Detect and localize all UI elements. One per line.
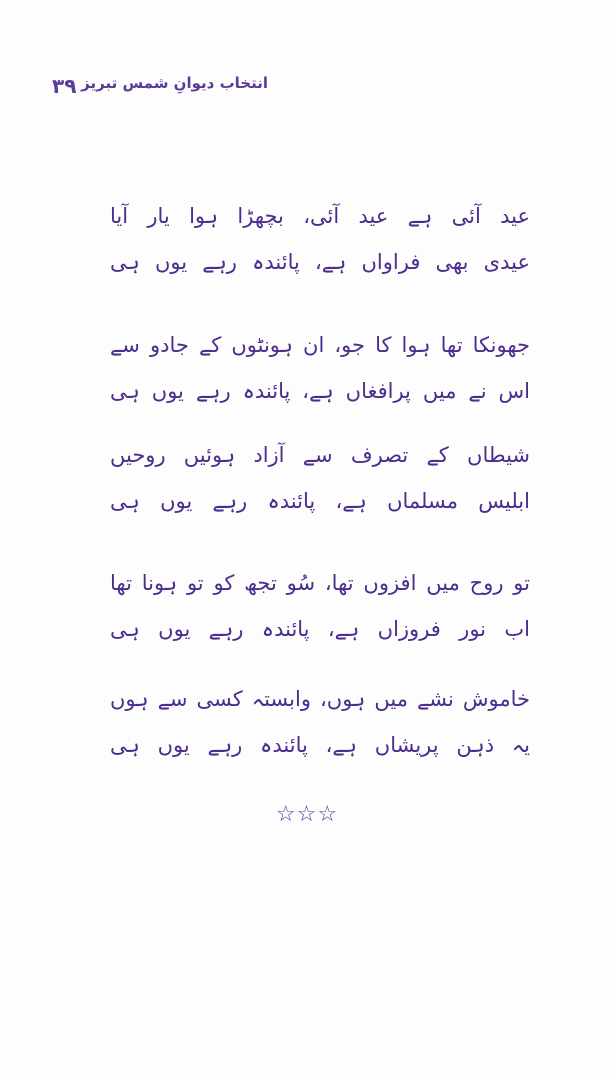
verse-line: جھونکا تھا ہوا کا جو، ان ہونٹوں کے جادو سے (110, 333, 530, 357)
stanza-3 (110, 432, 530, 524)
stanza-5 (110, 676, 530, 768)
page-header (48, 74, 268, 104)
page-number: ۳۹ (52, 74, 77, 98)
verse-line: تو روح میں افزوں تھا، سُو تجھ کو تو ہونا تھا (110, 571, 530, 595)
end-stars-ornament: ☆☆☆ (275, 802, 339, 827)
running-title: انتخاب دیوانِ شمس تبریز (81, 74, 268, 92)
stanza-2 (110, 322, 530, 414)
verse-line: شیطاں کے تصرف سے آزاد ہوئیں روحیں (110, 443, 530, 467)
verse-line: ابلیس مسلماں ہے، پائندہ رہے یوں ہی (110, 489, 530, 513)
stanza-4 (110, 560, 530, 652)
verse-line: عیدی بھی فراواں ہے، پائندہ رہے یوں ہی (110, 250, 530, 274)
verse-line: عید آئی ہے عید آئی، بچھڑا ہوا یار آیا (110, 204, 530, 228)
verse-line: خاموش نشے میں ہوں، وابستہ کسی سے ہوں (110, 687, 530, 711)
verse-line: اس نے میں پرافغاں ہے، پائندہ رہے یوں ہی (110, 379, 530, 403)
verse-line: یہ ذہن پریشاں ہے، پائندہ رہے یوں ہی (110, 733, 530, 757)
verse-line: اب نور فروزاں ہے، پائندہ رہے یوں ہی (110, 617, 530, 641)
stanza-1 (110, 193, 530, 285)
